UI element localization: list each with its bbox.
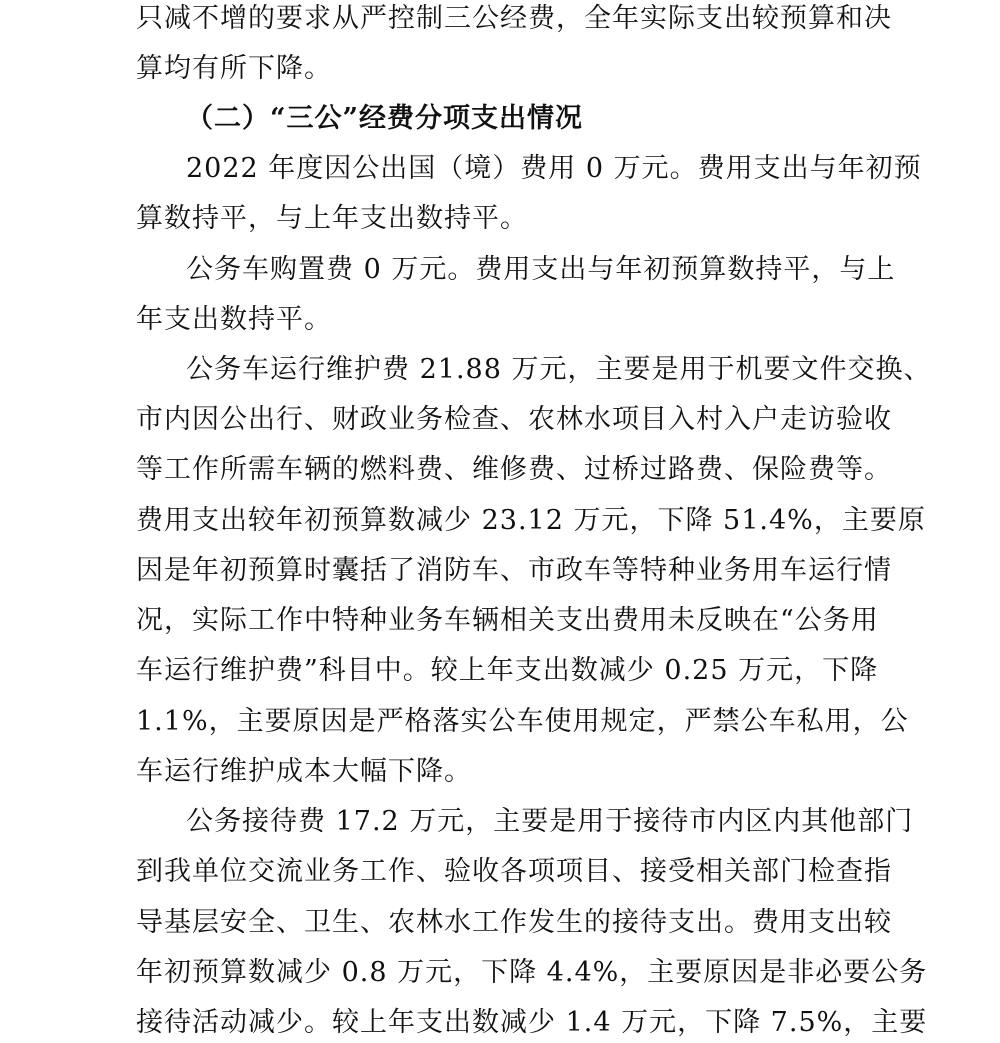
text-line: 2022 年度因公出国（境）费用 0 万元。费用支出与年初预	[186, 153, 922, 184]
text-line: 算均有所下降。	[136, 53, 332, 84]
text-line: 1.1%，主要原因是严格落实公车使用规定，严禁公车私用，公	[136, 706, 909, 737]
text-line: 年初预算数减少 0.8 万元，下降 4.4%，主要原因是非必要公务	[136, 957, 928, 988]
text-line: 因是年初预算时囊括了消防车、市政车等特种业务用车运行情	[136, 555, 892, 586]
section-heading: （二）“三公”经费分项支出情况	[186, 103, 584, 134]
text-line: 年支出数持平。	[136, 304, 332, 335]
text-line: 到我单位交流业务工作、验收各项项目、接受相关部门检查指	[136, 856, 892, 887]
text-line: 车运行维护成本大幅下降。	[136, 756, 472, 787]
text-line: 公务车运行维护费 21.88 万元，主要是用于机要文件交换、	[186, 354, 932, 385]
text-line: 况，实际工作中特种业务车辆相关支出费用未反映在“公务用	[136, 605, 879, 636]
text-line: 车运行维护费”科目中。较上年支出数减少 0.25 万元，下降	[136, 655, 879, 686]
text-line: 接待活动减少。较上年支出数减少 1.4 万元，下降 7.5%，主要	[136, 1007, 928, 1038]
text-line: 费用支出较年初预算数减少 23.12 万元，下降 51.4%，主要原	[136, 505, 926, 536]
text-line: 算数持平，与上年支出数持平。	[136, 203, 528, 234]
text-line: 只减不增的要求从严控制三公经费，全年实际支出较预算和决	[136, 3, 892, 34]
text-line: 导基层安全、卫生、农林水工作发生的接待支出。费用支出较	[136, 907, 892, 938]
text-line: 市内因公出行、财政业务检查、农林水项目入村入户走访验收	[136, 404, 892, 435]
text-line: 等工作所需车辆的燃料费、维修费、过桥过路费、保险费等。	[136, 454, 892, 485]
text-line: 公务车购置费 0 万元。费用支出与年初预算数持平，与上	[186, 254, 896, 285]
text-line: 公务接待费 17.2 万元，主要是用于接待市内区内其他部门	[186, 806, 914, 837]
